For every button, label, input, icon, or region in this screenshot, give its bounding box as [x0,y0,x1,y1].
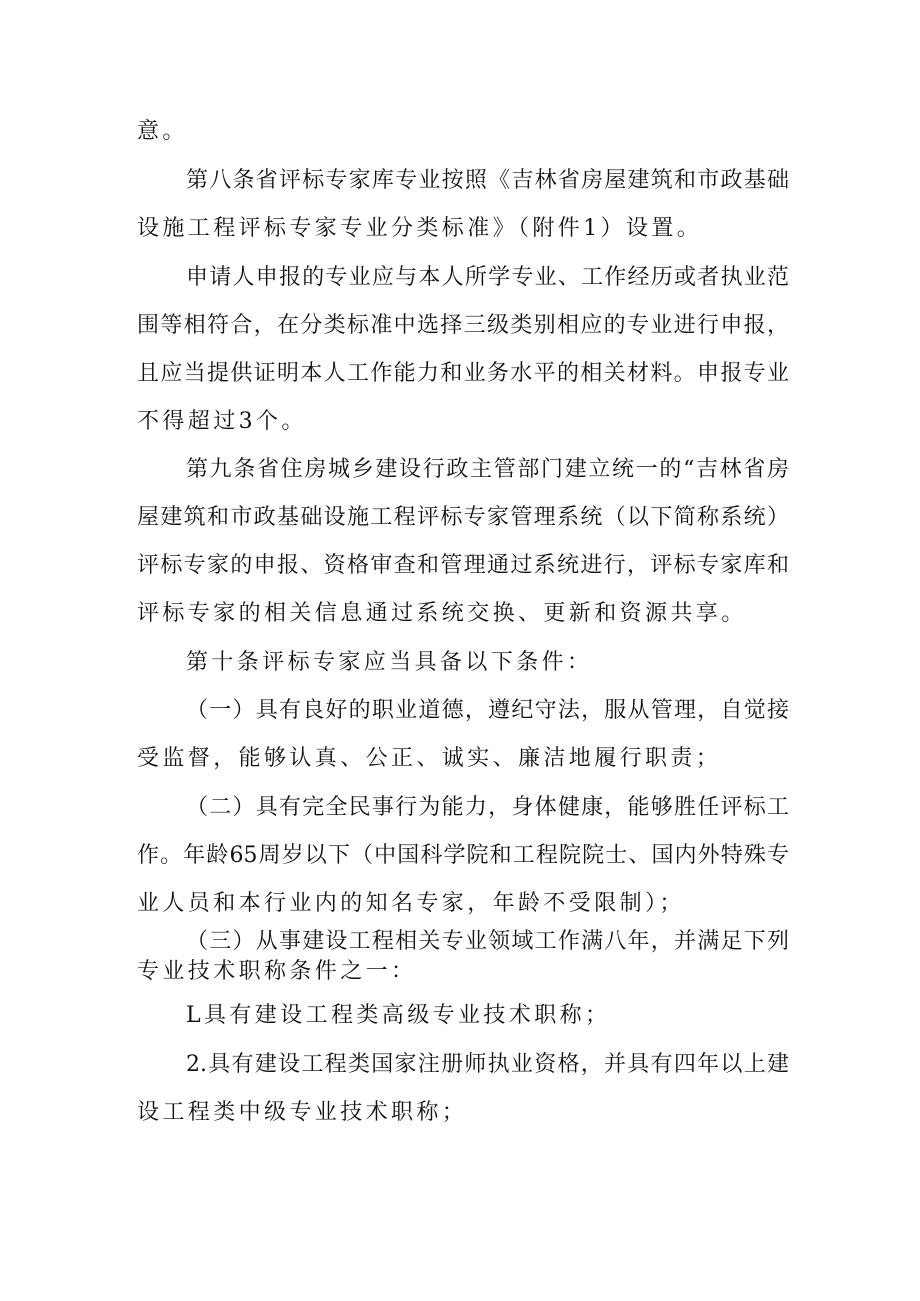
text-line: 申请人申报的专业应与本人所学专业、工作经历或者执业范 [186,265,789,290]
text-line: 且应当提供证明本人工作能力和业务水平的相关材料。申报专业 [137,361,789,386]
text-line: 设施工程评标专家专业分类标准》（附件1）设置。 [137,216,703,241]
text-line: 第九条省住房城乡建设行政主管部门建立统一的“吉林省房 [186,457,789,482]
text-line: 设工程类中级专业技术职称； [137,1100,468,1125]
text-line: 2.具有建设工程类国家注册师执业资格，并具有四年以上建 [186,1052,789,1077]
text-line: 评标专家的相关信息通过系统交换、更新和资源共享。 [137,601,747,626]
text-line: 作。年龄65周岁以下（中国科学院和工程院院士、国内外特殊专 [137,843,789,868]
text-line: （一）具有良好的职业道德，遵纪守法，服从管理，自觉接 [186,698,789,723]
text-line: L具有建设工程类高级专业技术职称； [186,1003,611,1028]
text-line: 围等相符合，在分类标准中选择三级类别相应的专业进行申报， [137,313,789,338]
text-line: 业人员和本行业内的知名专家，年龄不受限制）； [137,891,685,916]
text-line: 专业技术职称条件之一： [137,959,417,984]
text-line: 评标专家的申报、资格审查和管理通过系统进行，评标专家库和 [137,553,789,578]
text-line: 不得超过3个。 [137,409,307,434]
text-line: （三）从事建设工程相关专业领域工作满八年，并满足下列 [186,929,789,954]
text-line: 意。 [137,119,188,144]
text-line: 第八条省评标专家库专业按照《吉林省房屋建筑和市政基础 [186,168,789,193]
text-line: 受监督，能够认真、公正、诚实、廉洁地履行职责； [137,746,722,771]
text-line: （二）具有完全民事行为能力，身体健康，能够胜任评标工 [186,795,789,820]
text-line: 第十条评标专家应当具备以下条件： [186,650,593,675]
text-line: 屋建筑和市政基础设施工程评标专家管理系统（以下简称系统） [137,505,789,530]
